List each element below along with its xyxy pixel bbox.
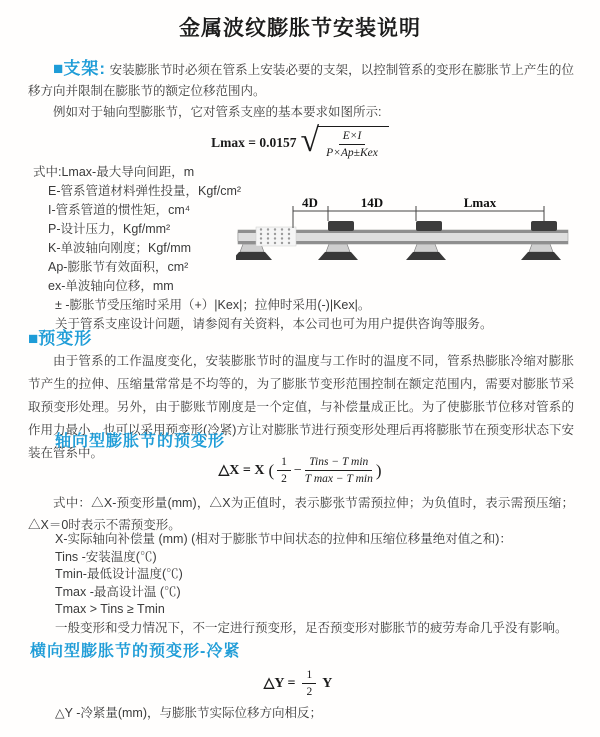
fraction-denominator: P×Ap±Kex <box>326 147 378 160</box>
pipe-support-3 <box>406 244 446 260</box>
definition-line: P-设计压力，Kgf/mm² <box>48 222 171 236</box>
pipe-clamp <box>416 221 442 231</box>
definition-line: Ap-膨胀节有效面积，cm² <box>48 260 189 274</box>
formula-dx-lhs: △X = X <box>218 463 265 479</box>
formula-lmax <box>0 122 600 161</box>
formula-delta-y <box>0 668 600 700</box>
pipe-support-2 <box>318 244 358 260</box>
lateral-sub-heading: 横向型膨胀节的预变形-冷紧 <box>30 643 241 660</box>
definition-line: Tmax > Tins ≥ Tmin <box>55 602 165 616</box>
axial-closing-line: 一般变形和受力情况下，不一定进行预变形，足否预变形对膨胀节的疲劳寿命几乎没有影响。 <box>55 621 568 635</box>
one-half-fraction <box>277 455 291 487</box>
pipe-support-4 <box>521 244 561 260</box>
section-marker-icon: ■ <box>53 59 64 78</box>
axial-sub-heading: 轴向型膨胀节的预变形 <box>55 433 226 450</box>
definition-line: E-管系管道材料弹性投量，Kgf/cm² <box>48 184 242 198</box>
sqrt-radical <box>300 122 388 161</box>
support-example-line <box>28 102 574 123</box>
close-paren: ) <box>375 460 382 480</box>
pipe-support-diagram <box>236 192 572 282</box>
formula-delta-x <box>0 455 600 487</box>
fraction-numerator: E×I <box>339 129 366 145</box>
formula-dy-lhs: △Y = <box>263 676 296 692</box>
radical-sign: √ <box>300 122 320 159</box>
definition-line: Tins -安装温度(℃) <box>55 549 157 564</box>
formula-lmax-lhs: Lmax = 0.0157 <box>211 135 297 151</box>
definition-line: 式中:Lmax-最大导向间距，m <box>33 165 195 179</box>
definition-line: X-实际轴向补偿量 (mm) (相对于膨胀节中间状态的拉伸和压缩位移量绝对值之和)： <box>55 532 512 546</box>
dim-label-4d: 4D <box>302 195 318 210</box>
one-half-fraction <box>302 668 316 700</box>
temp-fraction-numerator: Tins − T min <box>305 455 372 471</box>
formula-lmax-fraction <box>326 129 378 161</box>
definition-line: Tmax -最高设计温 (℃) <box>55 584 181 599</box>
section-marker-icon: ■ <box>28 329 39 348</box>
definition-line: I-管系管道的惯性矩，cm⁴ <box>48 203 191 217</box>
dim-label-14d: 14D <box>360 195 384 210</box>
support-section-heading: 支架: <box>63 59 107 78</box>
support-example-text: 例如对于轴向型膨胀节，它对管系支座的基本要求如图所示: <box>53 105 382 119</box>
definition-line: ex-单波轴向位移，mm <box>48 279 174 293</box>
definition-line: K-单波轴向刚度；Kgf/mm <box>48 241 192 255</box>
temp-fraction-denominator: T max − T min <box>304 473 373 486</box>
support-intro-text: 安装膨胀节时必须在管系上安装必要的支架，以控制管系的变形在膨胀节上产生的位移方向并限制在膨胀节的额定位移范围内。 <box>28 63 574 98</box>
minus-sign: − <box>293 462 302 478</box>
axial-definitions <box>55 531 512 619</box>
lateral-note: △Y -冷紧量(mm)，与膨胀节实际位移方向相反； <box>55 706 323 720</box>
axial-note: 式中：△X-预变形量(mm)，△X为正值时，表示膨张节需预拉伸；为负值时，表示需预压缩；△X＝0时表示不需预变形。 <box>28 496 574 532</box>
plus-minus-note: ± -膨胀节受压缩时采用（+）|Kex|；拉伸时采用(-)|Kex|。 <box>55 298 371 312</box>
dim-label-lmax: Lmax <box>463 195 497 210</box>
predeform-section-heading-row <box>28 324 92 349</box>
definition-line: Tmin-最低设计温度(℃) <box>55 567 183 581</box>
pipe-clamp <box>328 221 354 231</box>
page-title: 金属波纹膨胀节安装说明 <box>179 17 421 40</box>
half-denominator: 2 <box>281 473 287 486</box>
formula-dy-rhs: Y <box>322 675 333 691</box>
pipe-clamp <box>531 221 557 231</box>
bellows-icon <box>256 227 296 246</box>
open-paren: ( <box>268 460 275 480</box>
consult-note: 关于管系支座设计问题，请参阅有关资料，本公司也可为用户提供咨询等服务。 <box>55 317 493 331</box>
half-numerator: 1 <box>302 668 316 684</box>
support-paragraph <box>28 58 574 102</box>
predeform-section-heading: 预变形 <box>38 329 93 348</box>
predeform-paragraph: 由于管系的工作温度变化，安装膨胀节时的温度与工作时的温度不同，管系热膨胀冷缩对膨胀节产生的拉伸、压缩量常常是不均等的，为了膨胀节变形范围控制在额定范围内，需要对膨胀节采取预变形处理。另外，由于膨账节刚度是一个定值，与补偿量成正比。为了使膨胀节位移对管系的作用力最小，也可以采用预变形(冷紧)方让对膨胀节进行预变形处理后再将膨胀节在预变形状态下安装在管系中。 <box>28 354 574 460</box>
temperature-fraction <box>305 455 373 487</box>
half-denominator: 2 <box>306 686 313 699</box>
half-numerator: 1 <box>277 455 291 471</box>
